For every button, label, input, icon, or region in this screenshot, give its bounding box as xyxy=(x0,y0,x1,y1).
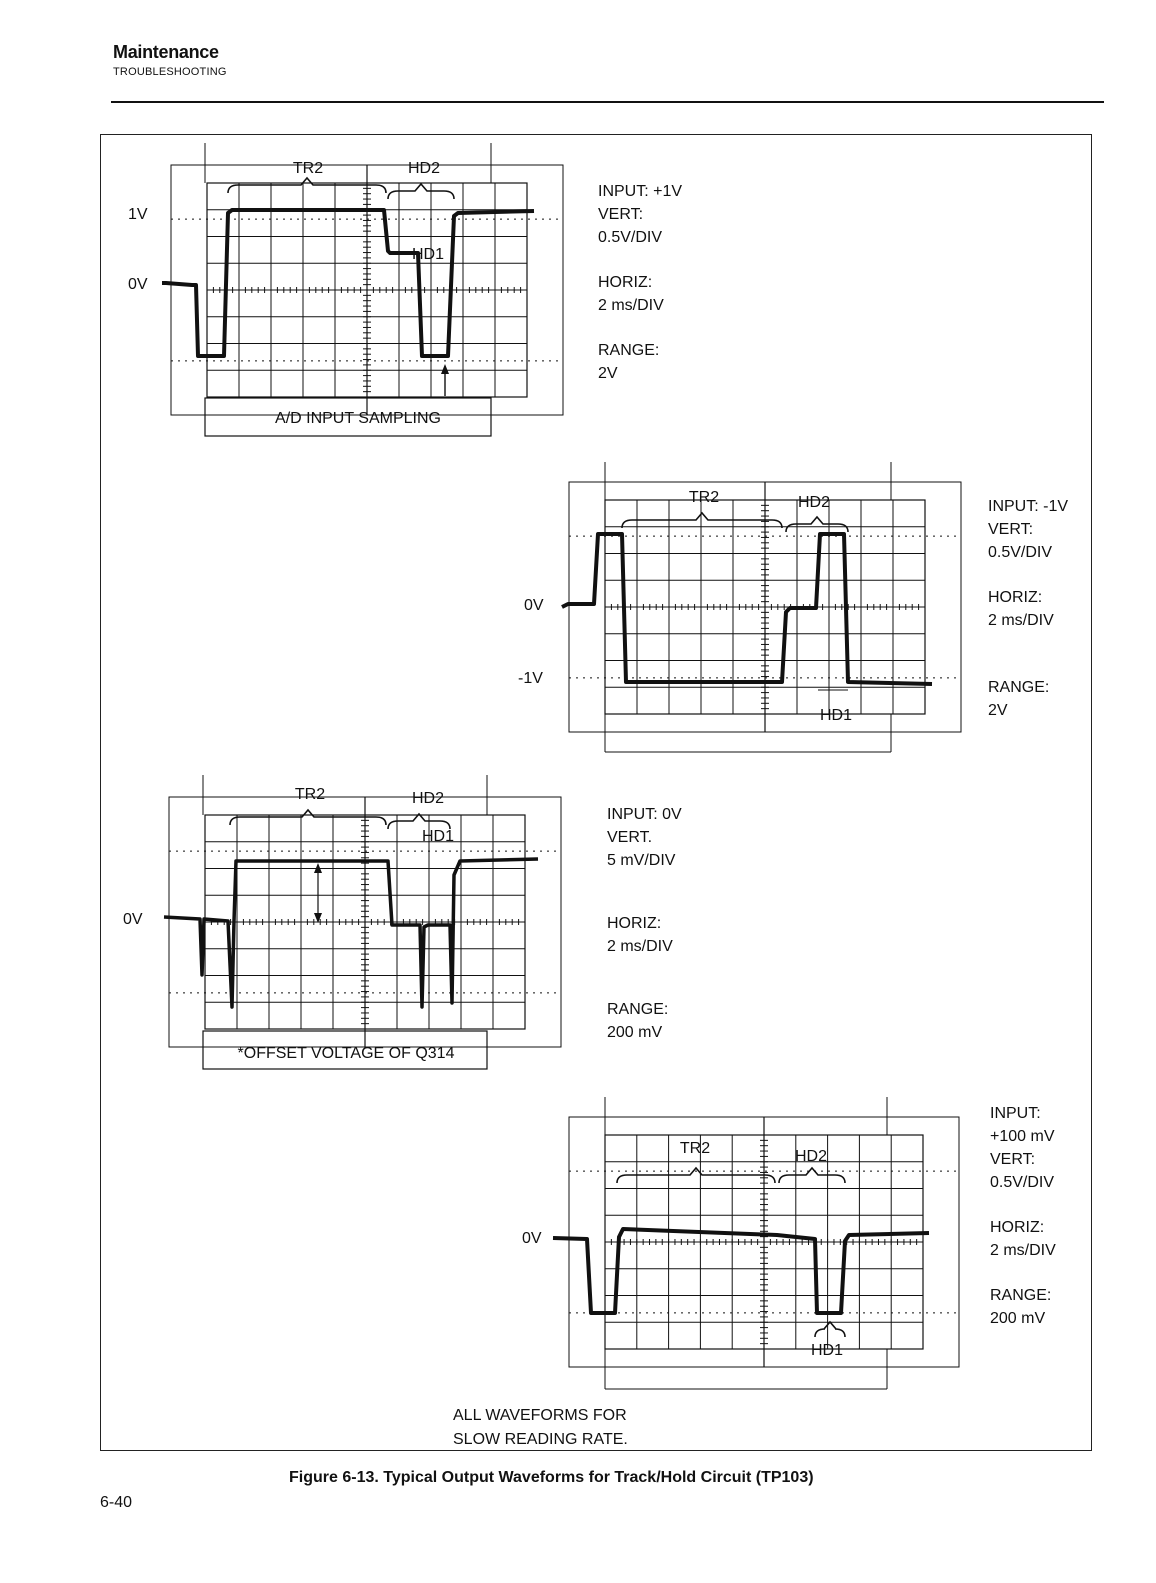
level-label-0v: 0V xyxy=(123,911,143,928)
hd1-label: HD1 xyxy=(421,828,455,845)
spec-input: INPUT: -1V xyxy=(988,498,1069,515)
hd1-label: HD1 xyxy=(411,246,445,263)
spec-range-value: 200 mV xyxy=(990,1310,1046,1327)
spec-horiz: HORIZ: xyxy=(598,274,653,291)
hd2-label: HD2 xyxy=(407,160,441,177)
level-label-0v: 0V xyxy=(128,276,148,293)
spec-horiz: HORIZ: xyxy=(988,589,1043,606)
hd2-label: HD2 xyxy=(794,1148,828,1165)
note-line-2: SLOW READING RATE. xyxy=(453,1431,628,1448)
spec-range-value: 2V xyxy=(988,702,1008,719)
tr2-label: TR2 xyxy=(688,489,720,506)
spec-input: INPUT: xyxy=(990,1105,1041,1122)
bottom-label: *OFFSET VOLTAGE OF Q314 xyxy=(237,1045,455,1062)
specs-panel-1 xyxy=(598,180,682,385)
hd1-label: HD1 xyxy=(819,707,853,724)
spec-horiz-value: 2 ms/DIV xyxy=(988,612,1054,629)
level-label-0v: 0V xyxy=(524,597,544,614)
spec-range: RANGE: xyxy=(607,1001,669,1018)
spec-vert: VERT: xyxy=(598,206,644,223)
oscilloscope-panel-2 xyxy=(558,462,936,757)
spec-range-value: 200 mV xyxy=(607,1024,663,1041)
section-subtitle: TROUBLESHOOTING xyxy=(113,66,227,78)
tr2-label: TR2 xyxy=(679,1140,711,1157)
level-label-1v: 1V xyxy=(128,206,148,223)
spec-vert-value: 5 mV/DIV xyxy=(607,852,676,869)
spec-range: RANGE: xyxy=(990,1287,1052,1304)
figure-caption: Figure 6-13. Typical Output Waveforms for Track/Hold Circuit (TP103) xyxy=(289,1469,814,1486)
spec-horiz: HORIZ: xyxy=(990,1219,1045,1236)
spec-input: INPUT: +1V xyxy=(598,183,683,200)
waveform-trace-2 xyxy=(558,462,936,757)
tr2-label: TR2 xyxy=(294,786,326,803)
tr2-label: TR2 xyxy=(292,160,324,177)
level-label-0v: 0V xyxy=(522,1230,542,1247)
specs-panel-4 xyxy=(990,1102,1056,1330)
page-number: 6-40 xyxy=(100,1494,133,1511)
spec-vert-value: 0.5V/DIV xyxy=(988,544,1053,561)
specs-panel-3 xyxy=(607,803,682,1044)
waveform-trace-1 xyxy=(162,143,540,443)
note-line-1: ALL WAVEFORMS FOR xyxy=(453,1407,627,1424)
spec-vert: VERT: xyxy=(990,1151,1036,1168)
waveform-trace-3 xyxy=(160,775,540,1075)
oscilloscope-panel-4 xyxy=(553,1097,931,1397)
spec-horiz: HORIZ: xyxy=(607,915,662,932)
oscilloscope-panel-1 xyxy=(162,143,540,443)
hd2-label: HD2 xyxy=(411,790,445,807)
level-label-minus-1v: -1V xyxy=(518,670,543,687)
hd2-label: HD2 xyxy=(797,494,831,511)
oscilloscope-panel-3 xyxy=(160,775,540,1075)
spec-horiz-value: 2 ms/DIV xyxy=(990,1242,1056,1259)
spec-input-value: +100 mV xyxy=(990,1128,1055,1145)
hd1-label: HD1 xyxy=(810,1342,844,1359)
spec-input: INPUT: 0V xyxy=(607,806,682,823)
header-rule xyxy=(111,101,1104,103)
waveform-note xyxy=(453,1404,628,1452)
spec-horiz-value: 2 ms/DIV xyxy=(607,938,673,955)
spec-range-value: 2V xyxy=(598,365,618,382)
specs-panel-2 xyxy=(988,495,1068,722)
spec-range: RANGE: xyxy=(988,679,1050,696)
spec-vert: VERT. xyxy=(607,829,653,846)
spec-horiz-value: 2 ms/DIV xyxy=(598,297,664,314)
waveform-trace-4 xyxy=(553,1097,931,1397)
spec-vert-value: 0.5V/DIV xyxy=(990,1174,1055,1191)
bottom-label: A/D INPUT SAMPLING xyxy=(275,410,441,427)
spec-vert-value: 0.5V/DIV xyxy=(598,229,663,246)
section-title: Maintenance xyxy=(113,42,219,62)
spec-vert: VERT: xyxy=(988,521,1034,538)
spec-range: RANGE: xyxy=(598,342,660,359)
